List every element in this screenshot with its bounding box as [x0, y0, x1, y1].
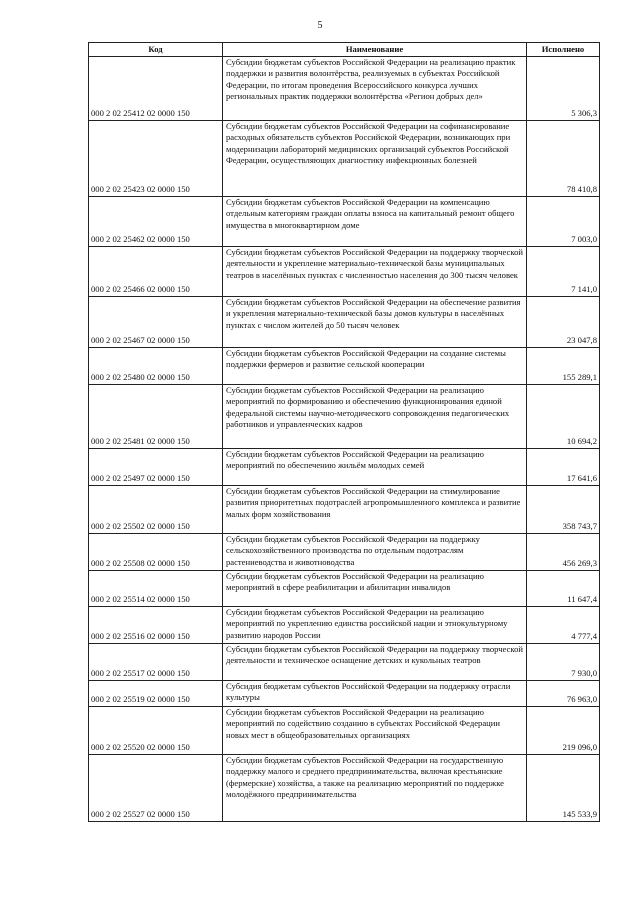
row-value: 10 694,2: [527, 385, 600, 449]
page-number: 5: [317, 20, 323, 31]
row-value: 358 743,7: [527, 486, 600, 534]
table-row: [89, 121, 600, 197]
row-name: Субсидии бюджетам субъектов Российской Федерации на поддержку творческой деятельности и укрепление материально-технической базы муниципальных театров в населённых пунктах с численностью населения до 300 тысяч человек: [223, 247, 527, 297]
row-value: 23 047,8: [527, 297, 600, 348]
row-name: Субсидии бюджетам субъектов Российской Федерации на реализацию мероприятий по содействию созданию в субъектах Российской Федерации новых мест в общеобразовательных организациях: [223, 707, 527, 755]
row-value: 76 963,0: [527, 681, 600, 707]
table-row: [89, 755, 600, 822]
row-value: 78 410,8: [527, 121, 600, 197]
table-row: [89, 57, 600, 121]
row-value: 7 930,0: [527, 644, 600, 681]
table-row: [89, 247, 600, 297]
row-value: 219 096,0: [527, 707, 600, 755]
row-value: 456 269,3: [527, 534, 600, 571]
table-row: [89, 681, 600, 707]
row-value: 5 306,3: [527, 57, 600, 121]
row-value: 145 533,9: [527, 755, 600, 822]
table-row: [89, 644, 600, 681]
table-row: [89, 197, 600, 247]
header-code: Код: [89, 43, 223, 57]
row-code: 000 2 02 25423 02 0000 150: [89, 121, 223, 197]
row-name: Субсидии бюджетам субъектов Российской Федерации на поддержку сельскохозяйственного производства по отдельным подотраслям растениеводства и животноводства: [223, 534, 527, 571]
row-value: 4 777,4: [527, 607, 600, 644]
table-row: [89, 534, 600, 571]
row-code: 000 2 02 25412 02 0000 150: [89, 57, 223, 121]
row-name: Субсидии бюджетам субъектов Российской Федерации на обеспечение развития и укрепления материально-технической базы домов культуры в населённых пунктах с числом жителей до 50 тысяч человек: [223, 297, 527, 348]
row-value: 7 141,0: [527, 247, 600, 297]
table-header-row: [89, 43, 600, 57]
table-row: [89, 571, 600, 607]
row-name: Субсидии бюджетам субъектов Российской Федерации на реализацию мероприятий по обеспечению жильём молодых семей: [223, 449, 527, 486]
row-code: 000 2 02 25480 02 0000 150: [89, 348, 223, 385]
row-code: 000 2 02 25502 02 0000 150: [89, 486, 223, 534]
row-name: Субсидии бюджетам субъектов Российской Федерации на реализацию практик поддержки и развития волонтёрства, реализуемых в субъектах Российской Федерации, по итогам проведения Всероссийского конкурса лучших региональных практик поддержки волонтёрства «Регион добрых дел»: [223, 57, 527, 121]
row-name: Субсидия бюджетам субъектов Российской Федерации на поддержку отрасли культуры: [223, 681, 527, 707]
row-name: Субсидии бюджетам субъектов Российской Федерации на поддержку творческой деятельности и техническое оснащение детских и кукольных театров: [223, 644, 527, 681]
row-name: Субсидии бюджетам субъектов Российской Федерации на государственную поддержку малого и среднего предпринимательства, включая крестьянские (фермерские) хозяйства, а также на реализацию мероприятий по поддержке молодёжного предпринимательства: [223, 755, 527, 822]
row-name: Субсидии бюджетам субъектов Российской Федерации на стимулирование развития приоритетных подотраслей агропромышленного комплекса и развитие малых форм хозяйствования: [223, 486, 527, 534]
row-code: 000 2 02 25497 02 0000 150: [89, 449, 223, 486]
table-row: [89, 607, 600, 644]
row-code: 000 2 02 25520 02 0000 150: [89, 707, 223, 755]
header-value: Исполнено: [527, 43, 600, 57]
row-code: 000 2 02 25516 02 0000 150: [89, 607, 223, 644]
row-code: 000 2 02 25462 02 0000 150: [89, 197, 223, 247]
row-name: Субсидии бюджетам субъектов Российской Федерации на софинансирование расходных обязательств субъектов Российской Федерации, возникающих при модернизации лабораторий медицинских организаций субъектов Российской Федерации, осуществляющих диагностику инфекционных болезней: [223, 121, 527, 197]
row-value: 155 289,1: [527, 348, 600, 385]
row-code: 000 2 02 25519 02 0000 150: [89, 681, 223, 707]
row-value: 17 641,6: [527, 449, 600, 486]
row-code: 000 2 02 25467 02 0000 150: [89, 297, 223, 348]
row-code: 000 2 02 25481 02 0000 150: [89, 385, 223, 449]
row-value: 7 003,0: [527, 197, 600, 247]
row-value: 11 647,4: [527, 571, 600, 607]
header-name: Наименование: [223, 43, 527, 57]
table-row: [89, 297, 600, 348]
row-code: 000 2 02 25517 02 0000 150: [89, 644, 223, 681]
row-name: Субсидии бюджетам субъектов Российской Федерации на компенсацию отдельным категориям граждан оплаты взноса на капитальный ремонт общего имущества в многоквартирном доме: [223, 197, 527, 247]
row-code: 000 2 02 25508 02 0000 150: [89, 534, 223, 571]
table-row: [89, 385, 600, 449]
budget-table: [88, 42, 600, 822]
row-name: Субсидии бюджетам субъектов Российской Федерации на реализацию мероприятий в сфере реабилитации и абилитации инвалидов: [223, 571, 527, 607]
row-code: 000 2 02 25466 02 0000 150: [89, 247, 223, 297]
row-name: Субсидии бюджетам субъектов Российской Федерации на создание системы поддержки фермеров и развитие сельской кооперации: [223, 348, 527, 385]
table-row: [89, 449, 600, 486]
table-row: [89, 348, 600, 385]
row-name: Субсидии бюджетам субъектов Российской Федерации на реализацию мероприятий по укреплению единства российской нации и этнокультурному развитию народов России: [223, 607, 527, 644]
row-code: 000 2 02 25527 02 0000 150: [89, 755, 223, 822]
row-name: Субсидии бюджетам субъектов Российской Федерации на реализацию мероприятий по формированию и обеспечению функционирования единой федеральной системы научно-методического сопровождения педагогических работников и управленческих кадров: [223, 385, 527, 449]
table-row: [89, 486, 600, 534]
row-code: 000 2 02 25514 02 0000 150: [89, 571, 223, 607]
table-row: [89, 707, 600, 755]
